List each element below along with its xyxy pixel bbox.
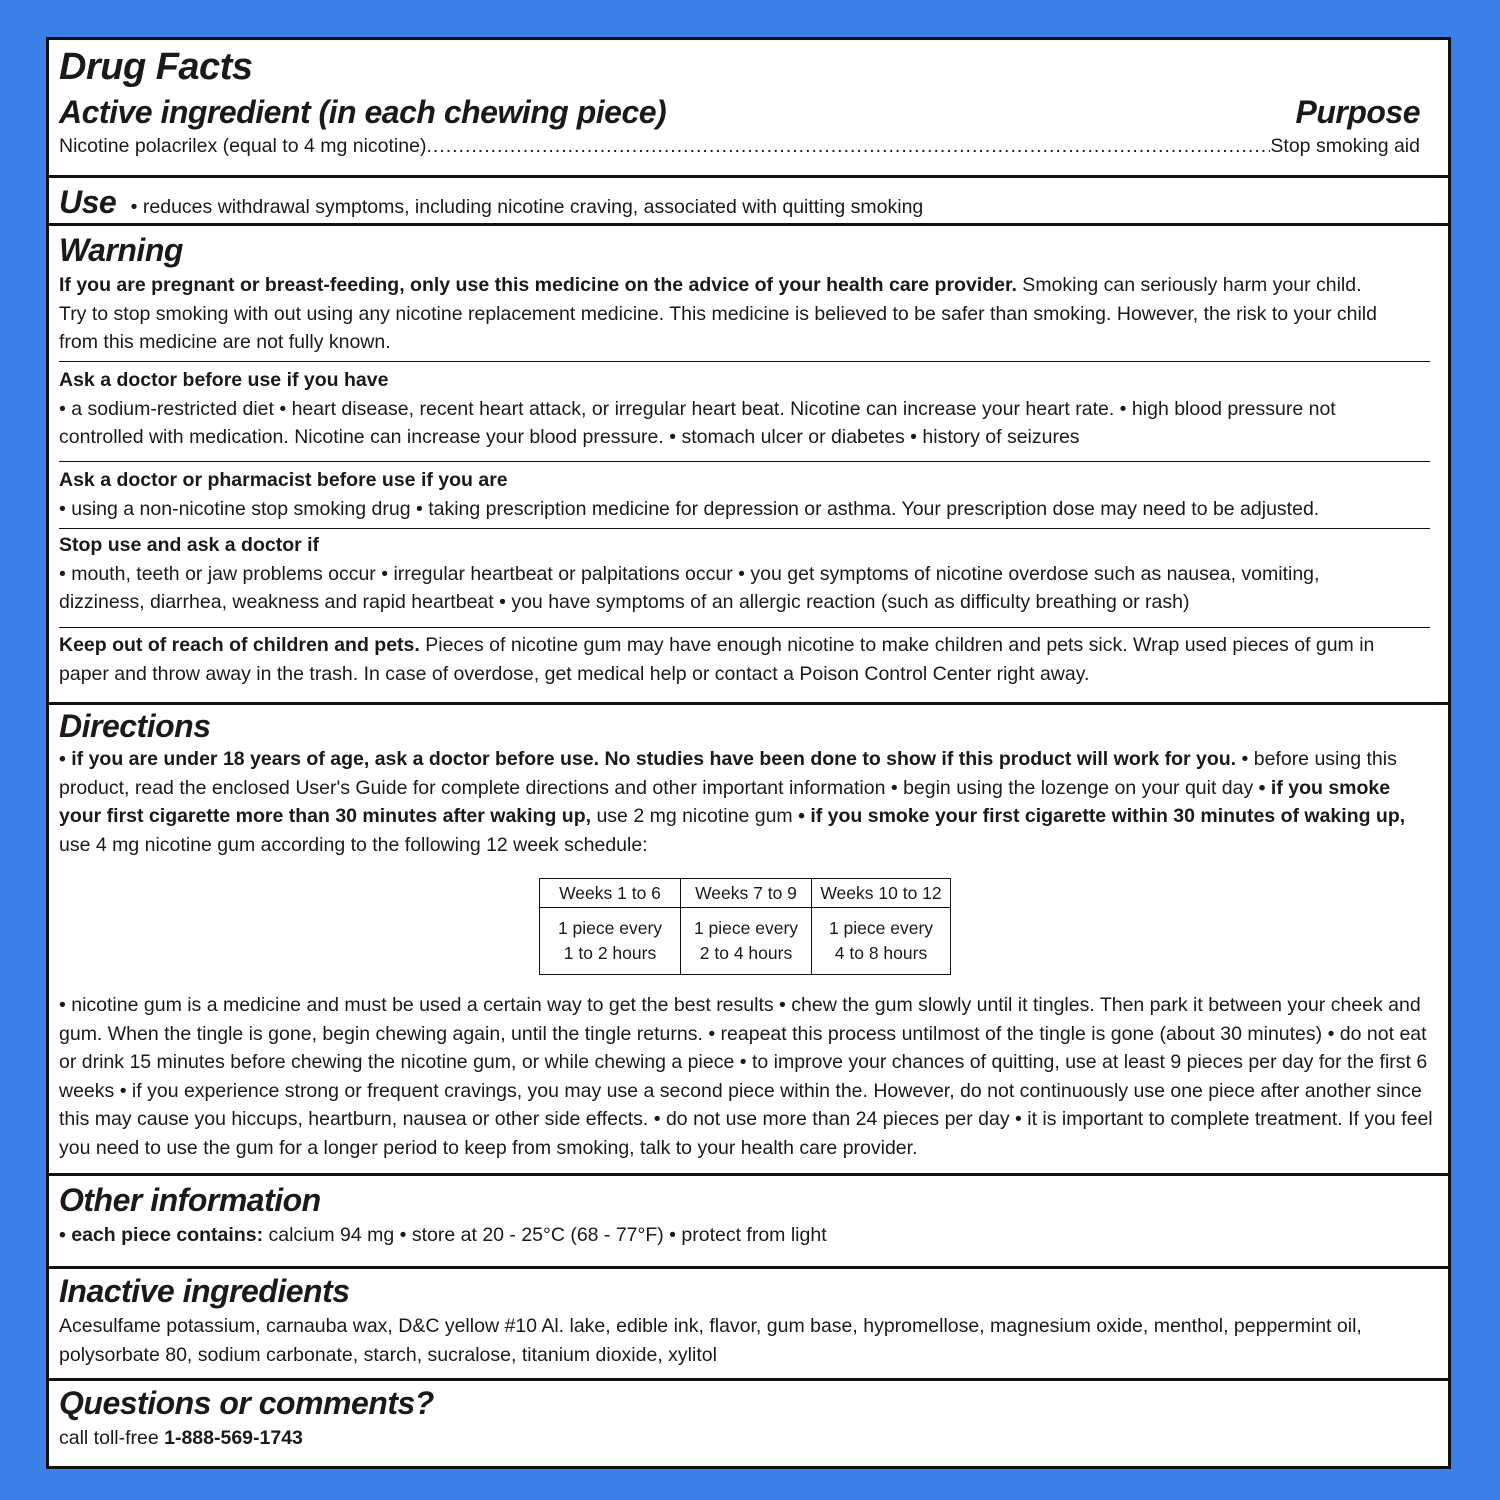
other-information-section: [49, 1181, 1448, 1250]
pregnancy-warning-bold: If you are pregnant or breast-feeding, only use this medicine on the advice of your health care provider.: [59, 274, 1017, 296]
subsection-divider: [59, 528, 1430, 529]
dot-leader: [426, 133, 1270, 159]
keep-out-text: Pieces of nicotine gum may have enough nicotine to make children and pets sick. Wrap used pieces of gum in paper and throw away in the trash. In case of overdose, get medical help or contact a Poison Control Center right away.: [59, 634, 1375, 685]
pregnancy-warning: [59, 271, 1438, 357]
section-divider: [49, 1266, 1448, 1269]
questions-heading: Questions or comments?: [59, 1385, 434, 1421]
directions-paragraph-1: [59, 745, 1438, 859]
section-divider: [49, 175, 1448, 178]
ask-doctor-section: [49, 366, 1448, 452]
other-information-heading: Other information: [59, 1182, 321, 1218]
schedule-cell: 1 piece every 1 to 2 hours: [540, 908, 681, 975]
schedule-cell: 1 piece every 4 to 8 hours: [812, 908, 951, 975]
section-divider: [49, 1378, 1448, 1381]
phone-number: 1-888-569-1743: [164, 1427, 303, 1449]
schedule-cell: 1 piece every 2 to 4 hours: [681, 908, 812, 975]
keep-out-warning: [59, 631, 1438, 688]
directions-paragraph-2: • nicotine gum is a medicine and must be used a certain way to get the best results • chew the gum slowly until it tingles. Then park it between your cheek and gum. When the tingle is gone, begin chewing again, until the tingle returns. • reapeat this process untilmost of the tingle is gone (about 30 minutes) • do not eat or drink 15 minutes before chewing the nicotine gum, or while chewing a piece • to improve your chances of quitting, use at least 9 pieces per day for the first 6 weeks • if you experience strong or frequent cravings, you may use a second piece within the. However, do not continuously use one piece after another since this may cause you hiccups, heartburn, nausea or other side effects. • do not use more than 24 pieces per day • it is important to complete treatment. If you feel you need to use the gum for a longer period to keep from smoking, talk to your health care provider.: [59, 994, 1433, 1159]
ingredient-name: Nicotine polacrilex (equal to 4 mg nicotine): [59, 135, 427, 157]
active-ingredient-section: [49, 45, 1448, 159]
directions-section: [49, 707, 1448, 1177]
stop-use-heading: Stop use and ask a doctor if: [59, 534, 320, 556]
use-text: • reduces withdrawal symptoms, including nicotine craving, associated with quitting smoking: [130, 196, 924, 218]
ask-doctor-heading: Ask a doctor before use if you have: [59, 369, 389, 391]
directions-text-2: use 2 mg nicotine gum: [591, 805, 799, 827]
ask-pharmacist-text: • using a non-nicotine stop smoking drug • taking prescription medicine for depression or asthma. Your prescription dose may need to be adjusted.: [59, 497, 1320, 520]
pregnancy-warning-text: Smoking can seriously harm your child. Try to stop smoking with out using any nicotine replacement medicine. This medicine is believed to be safer than smoking. However, the risk to your child from this medicine are not fully known.: [59, 274, 1377, 353]
drug-facts-title: Drug Facts: [59, 46, 253, 88]
keep-out-bold: Keep out of reach of children and pets.: [59, 634, 420, 656]
directions-bold-3: • if you smoke your first cigarette within 30 minutes of waking up,: [798, 805, 1406, 827]
inactive-ingredients-section: [49, 1272, 1448, 1369]
section-divider: [49, 702, 1448, 705]
use-section: [49, 183, 1448, 222]
ingredient-purpose: Stop smoking aid: [1270, 135, 1420, 157]
subsection-divider: [59, 627, 1430, 628]
stop-use-text: • mouth, teeth or jaw problems occur • irregular heartbeat or palpitations occur • you get symptoms of nicotine overdose such as nausea, vomiting, dizziness, diarrhea, weakness and rapid heartbeat • you have symptoms of an allergic reaction (such as difficulty breathing or rash): [59, 562, 1320, 613]
section-divider: [49, 223, 1448, 226]
inactive-ingredients-text: Acesulfame potassium, carnauba wax, D&C yellow #10 Al. lake, edible ink, flavor, gum base, hypromellose, magnesium oxide, menthol, peppermint oil, polysorbate 80, sodium carbonate, starch, sucralose, titanium dioxide, xylitol: [59, 1315, 1362, 1366]
purpose-heading: Purpose: [1295, 94, 1420, 130]
subsection-divider: [59, 361, 1430, 362]
use-heading: Use: [59, 184, 117, 220]
dosage-schedule-table: [539, 878, 951, 975]
inactive-ingredients-heading: Inactive ingredients: [59, 1273, 350, 1309]
ask-pharmacist-section: [49, 466, 1448, 523]
section-divider: [49, 1173, 1448, 1176]
subsection-divider: [59, 461, 1430, 462]
directions-text-3: use 4 mg nicotine gum according to the following 12 week schedule:: [59, 833, 648, 856]
directions-bold-2: • if you smoke your first cigarette more than 30 minutes after waking up,: [59, 776, 1391, 827]
questions-section: [49, 1384, 1448, 1453]
phone-line: call toll-free 1-888-569-1743: [59, 1427, 303, 1449]
warning-heading: Warning: [59, 232, 183, 268]
schedule-header: Weeks 7 to 9: [681, 879, 812, 908]
active-ingredient-heading: Active ingredient (in each chewing piece): [59, 94, 667, 130]
directions-bold-1: • if you are under 18 years of age, ask a doctor before use. No studies have been done to show if this product will work for you.: [59, 748, 1237, 770]
schedule-header: Weeks 1 to 6: [540, 879, 681, 908]
directions-heading: Directions: [59, 708, 211, 744]
keep-out-section: [49, 631, 1448, 688]
warning-section: [49, 231, 1448, 357]
schedule-header: Weeks 10 to 12: [812, 879, 951, 908]
ask-doctor-text: • a sodium-restricted diet • heart disease, recent heart attack, or irregular heart beat. Nicotine can increase your heart rate. • high blood pressure not controlled with medication. Nicotine can increase your blood pressure. • stomach ulcer or diabetes • history of seizures: [59, 397, 1336, 448]
drug-facts-panel: [46, 37, 1451, 1469]
other-information-bold: • each piece contains:: [59, 1224, 264, 1246]
ask-pharmacist-heading: Ask a doctor or pharmacist before use if you are: [59, 469, 508, 491]
directions-text-1: • before using this product, read the enclosed User's Guide for complete directions and other important information • begin using the lozenge on your quit day: [59, 748, 1397, 799]
stop-use-section: [49, 531, 1448, 617]
other-information-text: • each piece contains: calcium 94 mg • store at 20 - 25°C (68 - 77°F) • protect from light: [59, 1224, 827, 1246]
